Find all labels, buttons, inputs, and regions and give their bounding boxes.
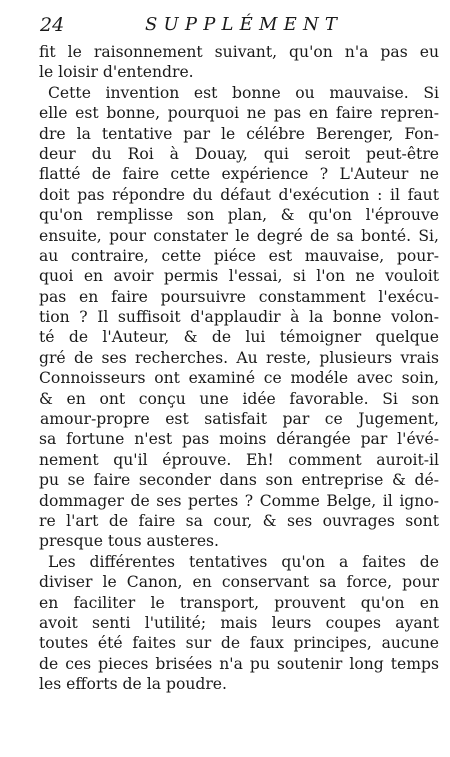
text-line: pu se faire seconder dans son entreprise & dé-: [39, 471, 439, 490]
running-head: SUPPLÉMENT: [145, 14, 344, 35]
text-line: sa fortune n'est pas moins dérangée par l'évé-: [39, 430, 439, 449]
text-line: les efforts de la poudre.: [39, 675, 227, 694]
text-line: dre la tentative par le célébre Berenger, Fon-: [39, 124, 439, 143]
text-line: quoi en avoir permis l'essai, si l'on ne vouloit: [39, 267, 439, 286]
text-line: tion ? Il suffisoit d'applaudir à la bonne volon-: [39, 308, 439, 327]
text-line: au contraire, cette piéce est mauvaise, pour-: [39, 246, 439, 265]
text-line: le loisir d'entendre.: [39, 63, 194, 82]
text-line: re l'art de faire sa cour, & ses ouvrages sont: [39, 511, 439, 530]
page-number: 24: [40, 14, 65, 36]
text-line: doit pas répondre du défaut d'exécution : il faut: [39, 185, 439, 204]
text-line: qu'on remplisse son plan, & qu'on l'éprouve: [39, 206, 439, 225]
text-line: & en ont conçu une idée favorable. Si son: [39, 389, 439, 408]
text-line: fit le raisonnement suivant, qu'on n'a pas eu: [39, 43, 439, 61]
text-line: amour-propre est satisfait par ce Jugement,: [40, 410, 439, 429]
text-line: dommager de ses pertes ? Comme Belge, il igno-: [39, 491, 439, 510]
text-line: presque tous austeres.: [39, 532, 220, 551]
text-line: pas en faire poursuivre constamment l'exécu-: [39, 287, 439, 306]
text-line: ensuite, pour constater le degré de sa bonté. Si,: [39, 226, 439, 245]
text-line: Les différentes tentatives qu'on a faites de: [48, 552, 439, 571]
page-header: [40, 12, 440, 38]
text-line: Cette invention est bonne ou mauvaise. Si: [48, 83, 439, 102]
text-line: en faciliter le transport, prouvent qu'on en: [39, 593, 439, 612]
text-line: deur du Roi à Douay, qui seroit peut-être: [39, 144, 439, 163]
body-text: [39, 42, 439, 695]
text-line: gré de ses recherches. Au reste, plusieurs vrais: [39, 348, 439, 367]
text-line: de ces pieces brisées n'a pu soutenir long temps: [39, 654, 439, 673]
text-line: Connoisseurs ont examiné ce modéle avec soin,: [39, 369, 439, 388]
text-line: té de l'Auteur, & de lui témoigner quelque: [39, 328, 439, 347]
text-line: flatté de faire cette expérience ? L'Auteur ne: [39, 165, 439, 184]
text-line: diviser le Canon, en conservant sa force, pour: [39, 573, 439, 592]
text-line: avoit senti l'utilité; mais leurs coupes ayant: [39, 613, 439, 632]
text-line: toutes été faites sur de faux principes, aucune: [39, 634, 439, 653]
text-line: elle est bonne, pourquoi ne pas en faire repren-: [39, 104, 439, 123]
text-line: nement qu'il éprouve. Eh! comment auroit-il: [39, 450, 439, 469]
